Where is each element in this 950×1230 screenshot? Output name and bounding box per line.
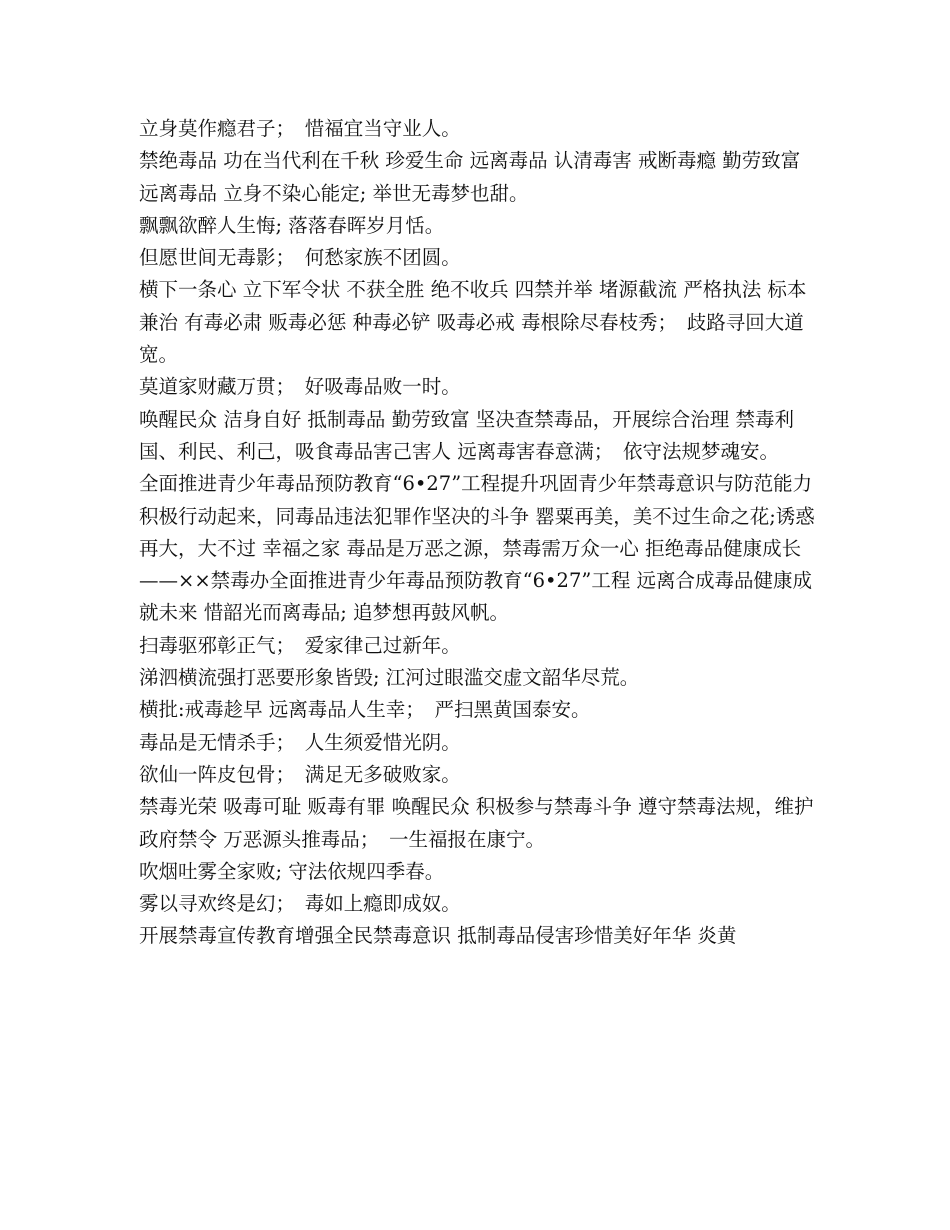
paragraph: 莫道家财藏万贯； 好吸毒品败一时。 [139,375,461,399]
paragraph: 毒品是无情杀手； 人生须爱惜光阴。 [139,730,461,754]
paragraph: 涕泗横流强打恶要形象皆毁; 江河过眼滥交虚文韶华尽荒。 [139,666,640,690]
paragraph: 雾以寻欢终是幻； 毒如上瘾即成奴。 [139,892,461,916]
paragraph: 飘飘欲醉人生悔; 落落春晖岁月恬。 [139,213,445,237]
paragraph: 欲仙一阵皮包骨； 满足无多破败家。 [139,762,461,786]
paragraph: 横下一条心 立下军令状 不获全胜 绝不收兵 四禁并举 堵源截流 严格执法 标本兼治 有毒必肃 贩毒必惩 种毒必铲 吸毒必戒 毒根除尽春枝秀； 歧路寻回大道宽。 [139,278,807,367]
paragraph: 禁毒光荣 吸毒可耻 贩毒有罪 唤醒民众 积极参与禁毒斗争 遵守禁毒法规，维护政府禁令 万恶源头推毒品； 一生福报在康宁。 [139,795,814,851]
paragraph: 横批:戒毒趁早 远离毒品人生幸； 严扫黑黄国泰安。 [139,698,591,722]
paragraph: 立身莫作瘾君子； 惜福宜当守业人。 [139,117,461,140]
paragraph: 禁绝毒品 功在当代利在千秋 珍爱生命 远离毒品 认清毒害 戒断毒瘾 勤劳致富 远离毒品 立身不染心能定; 举世无毒梦也甜。 [139,149,807,205]
paragraph: 扫毒驱邪彰正气； 爱家律己过新年。 [139,633,461,657]
paragraph: 但愿世间无毒影； 何愁家族不团圆。 [139,246,461,270]
paragraph: 吹烟吐雾全家败; 守法依规四季春。 [139,859,445,883]
document-body [139,113,819,953]
paragraph: 开展禁毒宣传教育增强全民禁毒意识 抵制毒品侵害珍惜美好年华 炎黄 [139,924,737,948]
paragraph: 唤醒民众 洁身自好 抵制毒品 勤劳致富 坚决查禁毒品，开展综合治理 禁毒利国、利民、利己，吸食毒品害己害人 远离毒害春意满； 依守法规梦魂安。 [139,407,794,463]
paragraph: 全面推进青少年毒品预防教育“6•27”工程提升巩固青少年禁毒意识与防范能力 积极行动起来，同毒品违法犯罪作坚决的斗争 罂粟再美，美不过生命之花;诱惑再大，大不过 幸福之家 毒品是万恶之源，禁毒需万众一心 拒绝毒品健康成长——××禁毒办全面推进青少年毒品预防教育“6•27”工程 远离合成毒品健康成就未来 惜韶光而离毒品; 追梦想再鼓风帆。 [139,472,819,625]
